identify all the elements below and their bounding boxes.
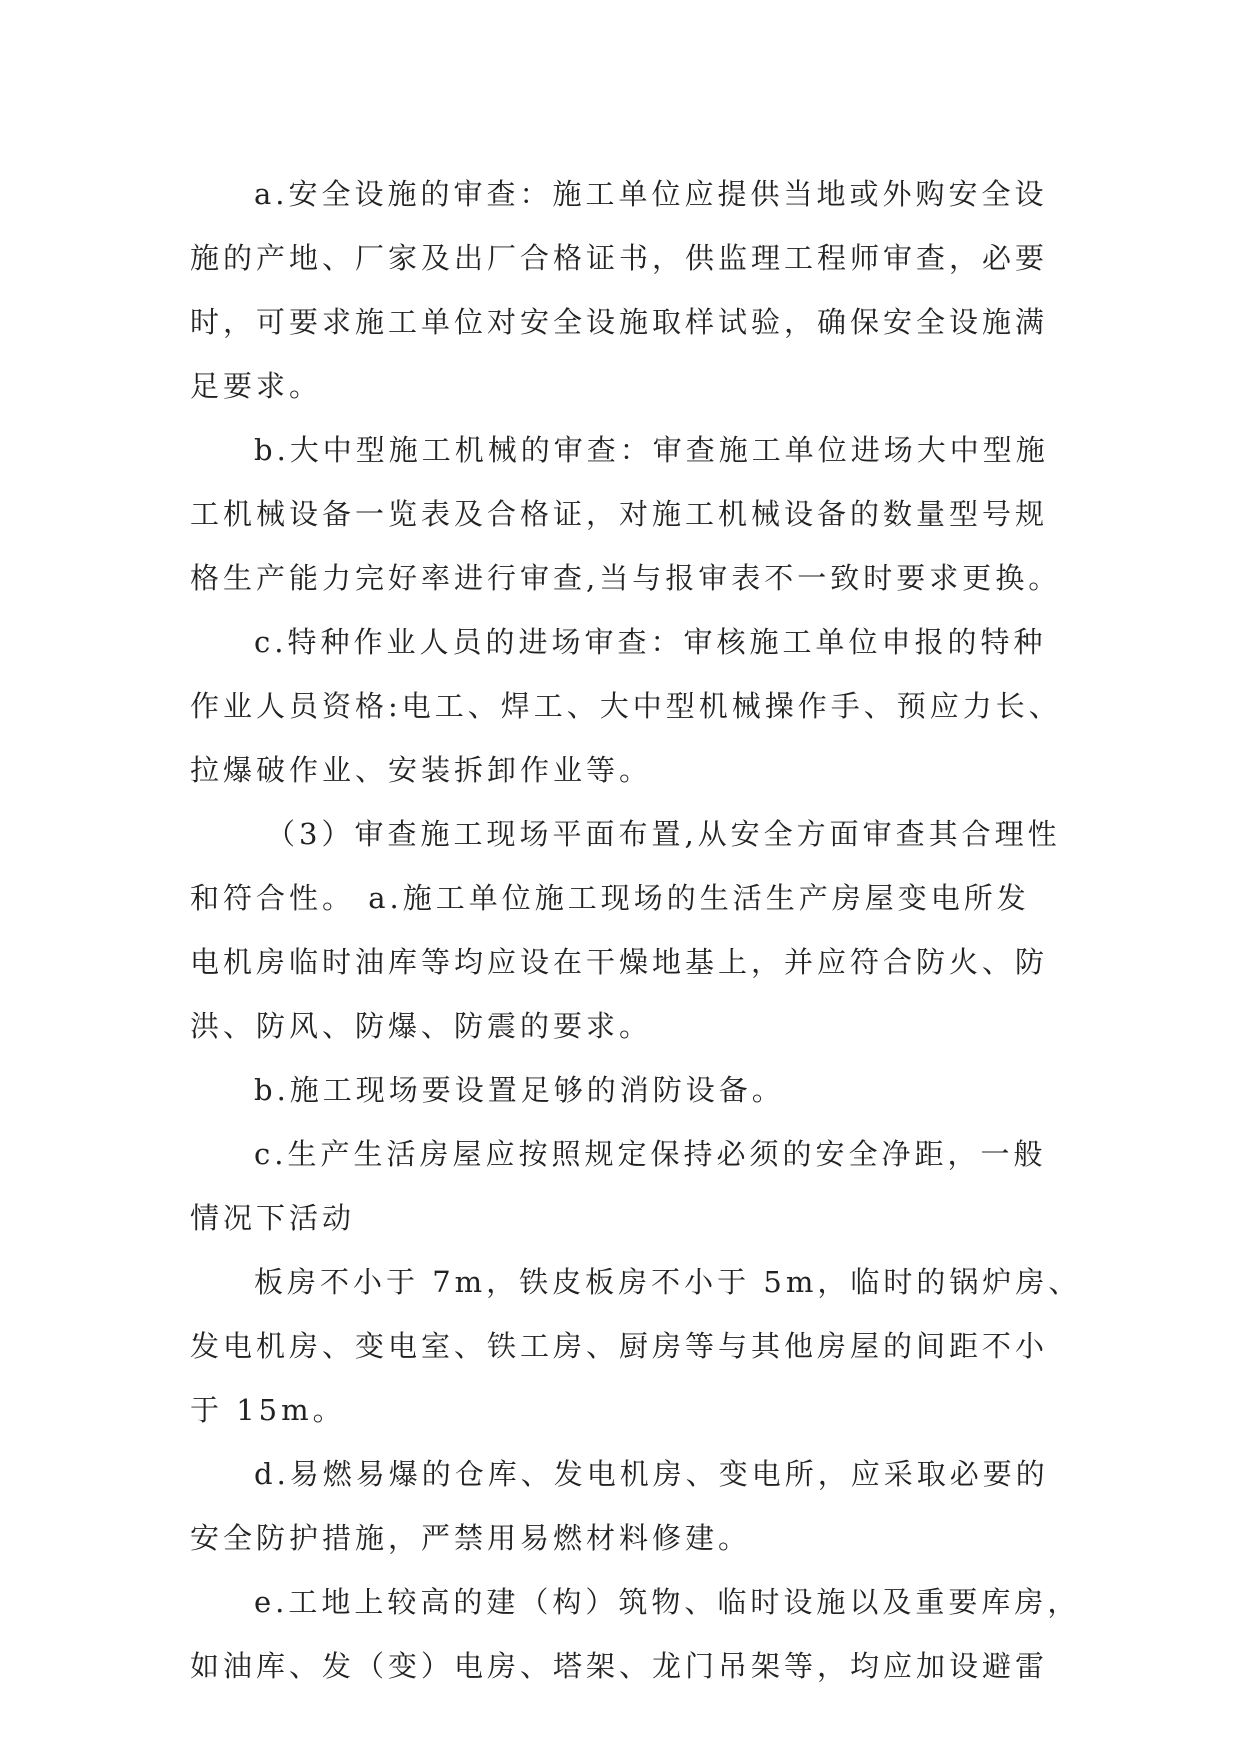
document-body xyxy=(190,162,1082,1698)
text-line: 情况下活动 xyxy=(190,1201,356,1235)
text-line: 电机房临时油库等均应设在干燥地基上，并应符合防火、防 xyxy=(190,945,1049,979)
text-line: c.生产生活房屋应按照规定保持必须的安全净距，一般 xyxy=(254,1137,1047,1171)
text-line: 于 15m。 xyxy=(190,1393,346,1427)
text-line: 格生产能力完好率进行审查,当与报审表不一致时要求更换。 xyxy=(190,561,1062,595)
text-line: e.工地上较高的建（构）筑物、临时设施以及重要库房， xyxy=(254,1585,1081,1619)
text-line: d.易燃易爆的仓库、发电机房、变电所，应采取必要的 xyxy=(254,1457,1049,1491)
text-line: c.特种作业人员的进场审查：审核施工单位申报的特种 xyxy=(254,625,1047,659)
text-line: a.安全设施的审查：施工单位应提供当地或外购安全设 xyxy=(254,177,1048,211)
text-line: b.施工现场要设置足够的消防设备。 xyxy=(254,1073,785,1107)
text-line: 如油库、发（变）电房、塔架、龙门吊架等，均应加设避雷 xyxy=(190,1649,1049,1683)
text-line: 施的产地、厂家及出厂合格证书，供监理工程师审查，必要 xyxy=(190,241,1049,275)
text-line: 和符合性。 a.施工单位施工现场的生活生产房屋变电所发 xyxy=(190,881,1030,915)
text-line: （3）审查施工现场平面布置,从安全方面审查其合理性 xyxy=(266,817,1061,851)
text-line: 作业人员资格:电工、焊工、大中型机械操作手、预应力长、 xyxy=(190,689,1062,723)
text-line: 板房不小于 7m，铁皮板房不小于 5m，临时的锅炉房、 xyxy=(254,1265,1082,1299)
text-line: 足要求。 xyxy=(190,369,323,403)
text-line: 时，可要求施工单位对安全设施取样试验，确保安全设施满 xyxy=(190,305,1049,339)
text-line: 拉爆破作业、安装拆卸作业等。 xyxy=(190,753,653,787)
text-line: 工机械设备一览表及合格证，对施工机械设备的数量型号规 xyxy=(190,497,1049,531)
text-line: 发电机房、变电室、铁工房、厨房等与其他房屋的间距不小 xyxy=(190,1329,1049,1363)
text-line: 洪、防风、防爆、防震的要求。 xyxy=(190,1009,653,1043)
text-line: b.大中型施工机械的审查：审查施工单位进场大中型施 xyxy=(254,433,1049,467)
text-line: 安全防护措施，严禁用易燃材料修建。 xyxy=(190,1521,752,1555)
